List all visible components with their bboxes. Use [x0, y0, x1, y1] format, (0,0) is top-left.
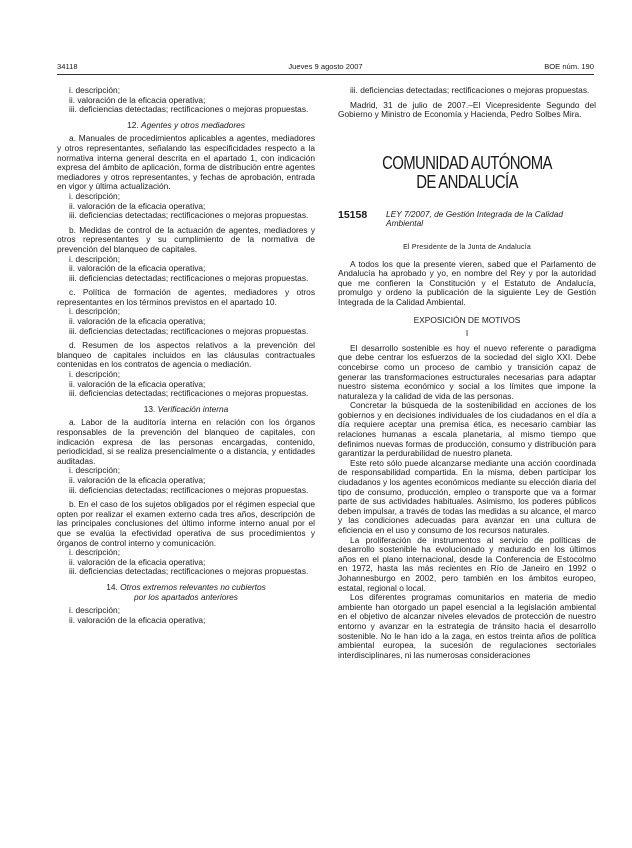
community-line-1: COMUNIDAD AUTÓNOMA: [382, 152, 552, 173]
section-12-heading: [57, 121, 315, 131]
law-title: LEY 7/2007, de Gestión Integrada de la Calidad Ambiental: [386, 208, 564, 229]
list-item: i. descripción;: [69, 547, 121, 558]
list-item: ii. valoración de la eficacia operativa;: [69, 94, 206, 105]
section-14-heading: [57, 583, 315, 602]
list-item: iii. deficiencias detectadas; rectificaciones o mejoras propuestas.: [69, 388, 309, 399]
section-number: 13.: [143, 403, 156, 414]
list-item: iii. deficiencias detectadas; rectificaciones o mejoras propuestas.: [69, 325, 309, 336]
section-title: Agentes y otros mediadores: [141, 119, 245, 130]
section-number: 12.: [127, 119, 139, 130]
paragraph: a. Manuales de procedimientos aplicables a agentes, mediadores y otros representantes, señalando las especificidades respecto a la normativa interna general descrita en el apartado 1, con indicación expresa del ámbito de aplicación, forma de distribución entre agentes mediadores y otros representantes, y fechas de aprobación, entrada en vigor y última actualización.: [57, 133, 315, 192]
paragraph: Concretar la búsqueda de la sostenibilidad en acciones de los gobiernos y en decisiones individuales de los ciudadanos en el día a día requiere aceptar una premisa ética, es necesario cambiar las relaciones humanas a escala planetaria, al mismo tiempo que definimos nuevas formas de producción, consumo y distribución para garantizar la perdurabilidad de nuestro planeta.: [338, 400, 596, 459]
paragraph: d. Resumen de los aspectos relativos a la prevención del blanqueo de capitales incluidos en las cláusulas contractuales contenidas en los contratos de agencia o mediación.: [57, 340, 315, 370]
list-item: i. descripción;: [69, 253, 121, 264]
paragraph: b. En el caso de los sujetos obligados por el régimen especial que opten por realizar el examen externo cada tres años, descripción de las principales conclusiones del último informe interno anual por el que se evalúa la efectividad operativa de sus procedimientos y órganos de control interno y comunicación.: [57, 499, 315, 548]
law-entry: [338, 210, 596, 229]
list-item: ii. valoración de la eficacia operativa;: [69, 556, 206, 567]
paragraph: La proliferación de instrumentos al servicio de políticas de desarrollo sostenible ha evolucionado y madurado en los últimos años en el plano internacional, desde la Conferencia de Estocolmo en 1972, hasta las más recientes en Río de Janeiro en 1992 o Johannesburgo en 2002, pero también en los ámbitos europeo, estatal, regional o local.: [338, 534, 596, 593]
left-column: [57, 86, 315, 625]
list-item: ii. valoración de la eficacia operativa;: [69, 200, 206, 211]
paragraph: Este reto sólo puede alcanzarse mediante una acción coordinada de responsabilidad compartida. En la misma, deben participar los ciudadanos y los agentes económicos mediante su elección diaria del tipo de consumo, producción, empleo o transporte que va a formar parte de sus actividades habituales. Asimismo, los poderes públicos deben impulsar, a través de todas las medidas a su alcance, el marco y las condiciones adecuadas para avanzar en una cultura de eficiencia en el uso y consumo de los recursos naturales.: [338, 457, 596, 535]
list-item: iii. deficiencias detectadas; rectificaciones o mejoras propuestas.: [69, 484, 309, 495]
list-item: iii. deficiencias detectadas; rectificaciones o mejoras propuestas.: [69, 104, 309, 115]
list-item: i. descripción;: [69, 369, 121, 380]
community-heading: [361, 154, 573, 192]
list-item: ii. valoración de la eficacia operativa;: [69, 316, 206, 327]
page-header: [57, 62, 594, 75]
paragraph: b. Medidas de control de la actuación de agentes, mediadores y otros representantes y su cumplimiento de la normativa de prevención del blanqueo de capitales.: [57, 224, 315, 254]
paragraph: El desarrollo sostenible es hoy el nuevo referente o paradigma que debe centrar los esfuerzos de la sociedad del siglo XXI. Debe concebirse como un proceso de cambio y transición capaz de generar las transformaciones estructurales necesarias para adaptar nuestro sistema económico y social a los límites que impone la naturaleza y la calidad de vida de las personas.: [338, 342, 596, 401]
list-item: ii. valoración de la eficacia operativa;: [69, 614, 206, 625]
publication-date: Jueves 9 agosto 2007: [288, 62, 363, 71]
bulletin-number: BOE núm. 190: [544, 62, 594, 71]
signature-paragraph: Madrid, 31 de julio de 2007.–El Vicepresidente Segundo del Gobierno y Ministro de Economía y Hacienda, Pedro Solbes Mira.: [338, 99, 596, 120]
section-number: 14.: [106, 581, 118, 592]
promulgation-paragraph: A todos los que la presente vieren, sabed que el Parlamento de Andalucía ha aprobado y yo, en nombre del Rey y por la autoridad que me confieren la Constitución y el Estatuto de Andalucía, promulgo y ordeno la publicación de la siguiente Ley de Gestión Integrada de la Calidad Ambiental.: [338, 258, 596, 307]
page-number: 34118: [57, 62, 78, 71]
paragraph: a. Labor de la auditoría interna en relación con los órganos responsables de la prevención del blanqueo de capitales, con indicación expresa de las personas encargadas, contenido, periodicidad, si se realiza presencialmente o a distancia, y entidades auditadas.: [57, 417, 315, 466]
section-title-cont: por los apartados anteriores: [134, 591, 238, 602]
list-item: iii. deficiencias detectadas; rectificaciones o mejoras propuestas.: [69, 272, 309, 283]
law-number: 15158: [338, 208, 368, 221]
list-item: ii. valoración de la eficacia operativa;: [69, 263, 206, 274]
list-item: i. descripción;: [69, 306, 121, 317]
list-item: i. descripción;: [69, 465, 121, 476]
list-item: ii. valoración de la eficacia operativa;: [69, 378, 206, 389]
list-item: i. descripción;: [69, 85, 121, 95]
paragraph: Los diferentes programas comunitarios en materia de medio ambiente han otorgado un papel esencial a la legislación ambiental en el objetivo de alcanzar niveles elevados de protección de nuestro entorno y avanzar en la estrategia de tránsito hacia el desarrollo sostenible. No le han ido a la zaga, en estos treinta años de política ambiental europea, la sucesión de regulaciones sectoriales interdisciplinares, ni las numerosas consideraciones: [338, 592, 596, 660]
list-item: iii. deficiencias detectadas; rectificaciones o mejoras propuestas.: [69, 210, 309, 221]
right-column: [338, 86, 596, 660]
community-line-2: DE ANDALUCÍA: [416, 171, 518, 192]
section-13-heading: [57, 405, 315, 415]
list-item: i. descripción;: [69, 190, 121, 201]
roman-numeral-heading: I: [465, 328, 469, 339]
exposition-heading: EXPOSICIÓN DE MOTIVOS: [413, 314, 521, 325]
list-item: ii. valoración de la eficacia operativa;: [69, 474, 206, 485]
list-item: i. descripción;: [69, 605, 121, 616]
section-title: Otros extremos relevantes no cubiertos: [120, 581, 266, 592]
paragraph: c. Política de formación de agentes, mediadores y otros representantes en los términos previstos en el apartado 10.: [57, 287, 315, 307]
list-item: iii. deficiencias detectadas; rectificaciones o mejoras propuestas.: [350, 85, 590, 95]
list-item: iii. deficiencias detectadas; rectificaciones o mejoras propuestas.: [69, 566, 309, 577]
section-title: Verificación interna: [157, 403, 229, 414]
president-line: El Presidente de la Junta de Andalucía: [403, 243, 531, 251]
